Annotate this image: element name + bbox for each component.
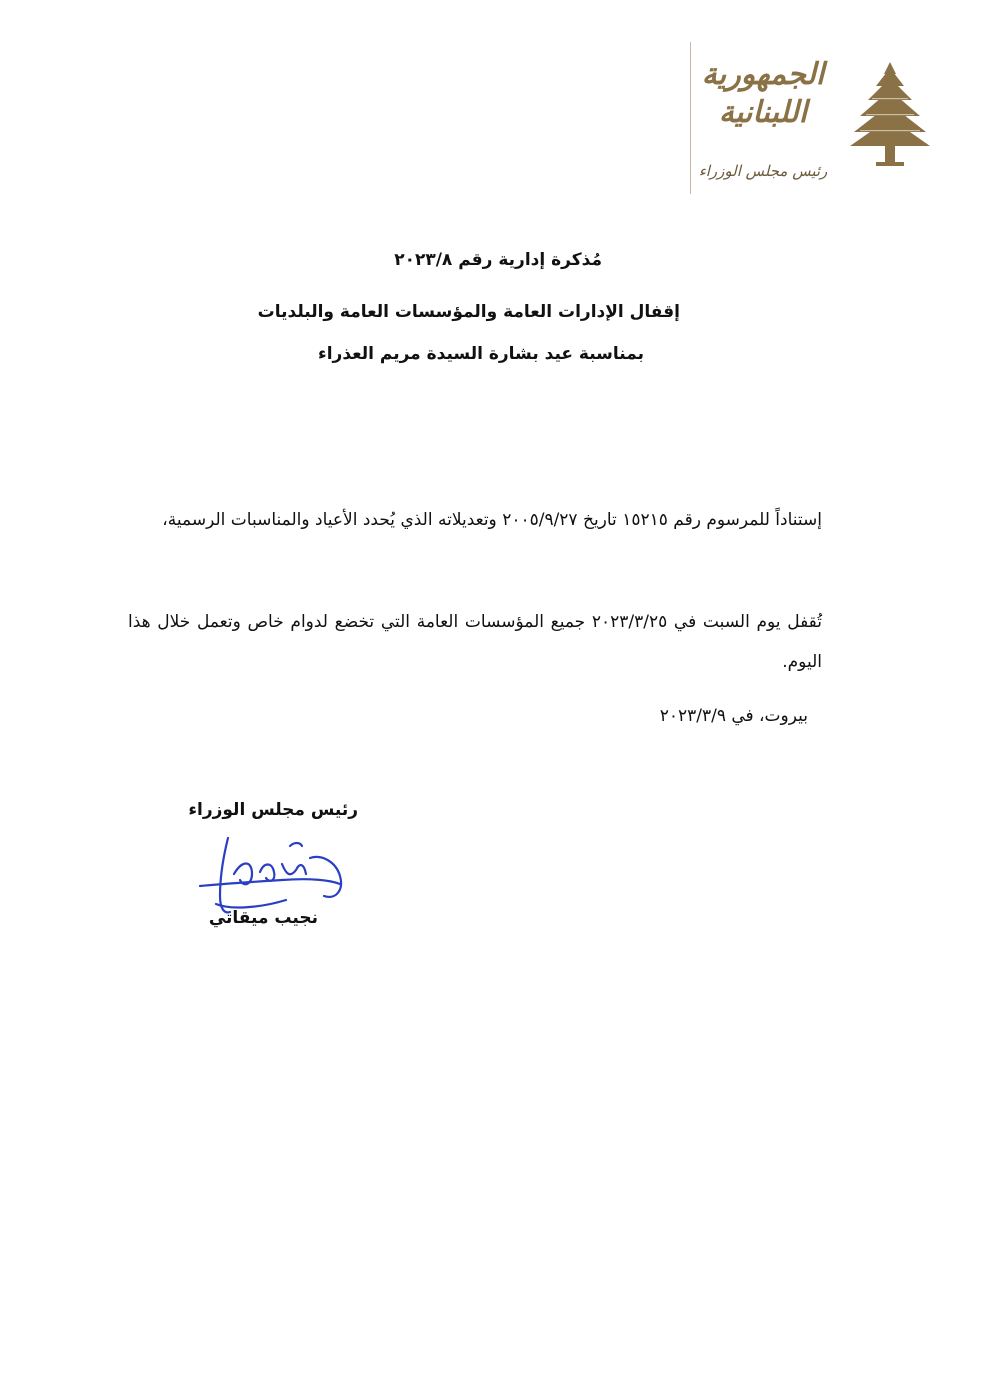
date-line: بيروت، في ٢٠٢٣/٣/٩ [659,706,808,726]
letterhead-office: رئيس مجلس الوزراء [698,162,828,180]
subject-line-1: إقفال الإدارات العامة والمؤسسات العامة والبلديات [257,302,680,322]
signatory-name: نجيب ميقاتي [208,908,318,928]
signatory-title: رئيس مجلس الوزراء [188,800,358,820]
cedar-tree-icon [848,58,932,178]
body-paragraph-2: تُقفل يوم السبت في ٢٠٢٣/٣/٢٥ جميع المؤسسات العامة التي تخضع لدوام خاص وتعمل خلال هذا اليوم. [128,612,822,672]
republic-line-1: الجمهورية [701,57,825,92]
subject-line-2: بمناسبة عيد بشارة السيدة مريم العذراء [318,344,644,364]
memo-number: مُذكرة إدارية رقم ٢٠٢٣/٨ [394,250,602,270]
body-paragraph-1: إستناداً للمرسوم رقم ١٥٢١٥ تاريخ ٢٠٠٥/٩/٢٧ وتعديلاته الذي يُحدد الأعياد والمناسبات الرسمية، [162,510,822,530]
letterhead [690,42,950,197]
republic-name [688,56,838,132]
republic-line-2: اللبنانية [718,95,808,130]
